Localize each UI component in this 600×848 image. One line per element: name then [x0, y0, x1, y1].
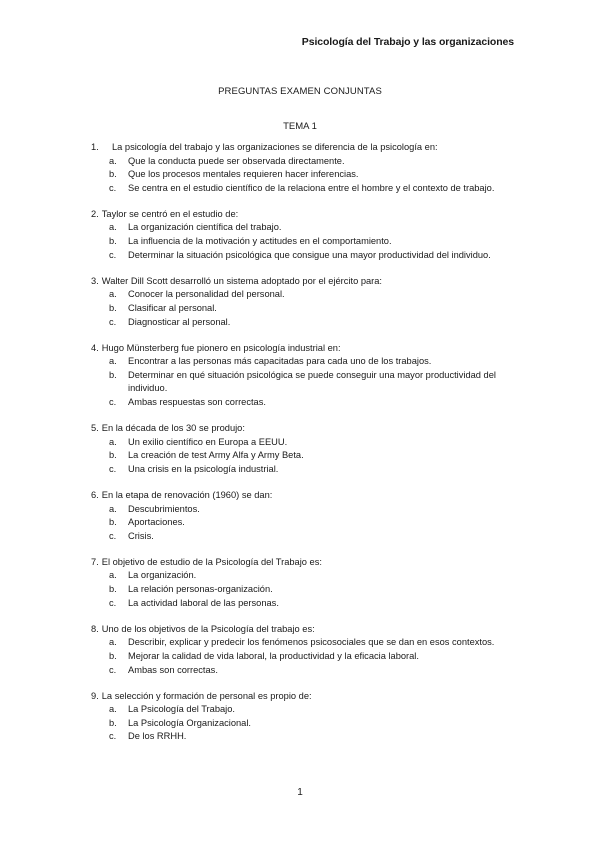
- document-title: PREGUNTAS EXAMEN CONJUNTAS: [218, 86, 382, 97]
- answer-option: [91, 569, 509, 583]
- option-letter: c.: [109, 397, 117, 407]
- question-number: 5.: [91, 423, 99, 434]
- option-letter: c.: [109, 182, 117, 193]
- option-letter: a.: [109, 503, 117, 514]
- option-text: Que la conducta puede ser observada directamente.: [128, 155, 345, 166]
- question-heading: [91, 342, 509, 356]
- option-text: La relación personas-organización.: [128, 584, 273, 595]
- answer-options: [91, 155, 509, 196]
- answer-option: [91, 449, 509, 463]
- answer-options: [91, 503, 509, 544]
- answer-option: [91, 730, 509, 744]
- option-letter: c.: [109, 664, 117, 675]
- option-text: Ambas son correctas.: [128, 664, 218, 675]
- answer-option: [91, 664, 509, 678]
- option-text: La organización científica del trabajo.: [128, 222, 282, 233]
- option-letter: c.: [109, 249, 117, 260]
- answer-option: [91, 369, 509, 396]
- answer-option: [91, 155, 509, 169]
- option-letter: a.: [109, 155, 117, 166]
- question-heading: [91, 690, 509, 704]
- question-text: La psicología del trabajo y las organizaciones se diferencia de la psicología en:: [112, 142, 438, 152]
- option-letter: b.: [109, 169, 117, 180]
- question-text: Hugo Münsterberg fue pionero en psicología industrial en:: [101, 342, 341, 353]
- answer-options: [91, 355, 509, 409]
- option-text: La actividad laboral de las personas.: [128, 597, 279, 608]
- option-letter: a.: [109, 704, 117, 715]
- answer-option: [91, 436, 509, 450]
- question-text: En la década de los 30 se produjo:: [101, 423, 245, 434]
- option-text: Descubrimientos.: [128, 503, 200, 514]
- option-text: Aportaciones.: [128, 517, 185, 528]
- option-text: Clasificar al personal.: [128, 302, 217, 313]
- answer-option: [91, 355, 509, 369]
- question-number: 2.: [91, 208, 99, 219]
- option-letter: b.: [109, 302, 117, 313]
- question-item: [91, 556, 509, 610]
- option-text: La creación de test Army Alfa y Army Beta.: [128, 450, 304, 461]
- option-text: Diagnosticar al personal.: [128, 316, 231, 327]
- question-item: [91, 208, 509, 262]
- answer-options: [91, 436, 509, 477]
- option-letter: a.: [109, 570, 117, 581]
- question-heading: [91, 275, 509, 289]
- option-letter: b.: [109, 650, 117, 661]
- option-text: Una crisis en la psicología industrial.: [128, 463, 279, 474]
- answer-option: [91, 249, 509, 263]
- question-item: [91, 623, 509, 677]
- option-letter: a.: [109, 222, 117, 233]
- option-text: Crisis.: [128, 530, 154, 541]
- option-text: La Psicología del Trabajo.: [128, 704, 235, 715]
- question-item: [91, 141, 509, 195]
- option-text: Encontrar a las personas más capacitadas para cada uno de los trabajos.: [128, 356, 432, 367]
- answer-option: [91, 221, 509, 235]
- option-letter: a.: [109, 637, 117, 648]
- option-text: Describir, explicar y predecir los fenómenos psicosociales que se dan en esos contextos.: [128, 637, 495, 648]
- option-letter: c.: [109, 463, 117, 474]
- question-number: 7.: [91, 556, 99, 567]
- question-heading: [91, 141, 509, 155]
- answer-option: [91, 583, 509, 597]
- question-item: [91, 690, 509, 744]
- option-text: La organización.: [128, 570, 197, 581]
- option-letter: a.: [109, 289, 117, 300]
- option-text: La influencia de la motivación y actitudes en el comportamiento.: [128, 236, 392, 247]
- question-item: [91, 275, 509, 329]
- answer-option: [91, 503, 509, 517]
- answer-options: [91, 703, 509, 744]
- topic-heading: TEMA 1: [283, 121, 317, 132]
- option-text: Se centra en el estudio científico de la relaciona entre el hombre y el contexto de trabajo.: [128, 182, 495, 193]
- option-letter: c.: [109, 530, 117, 541]
- option-letter: b.: [109, 236, 117, 247]
- question-text: La selección y formación de personal es propio de:: [101, 690, 312, 701]
- running-header: Psicología del Trabajo y las organizaciones: [301, 36, 514, 48]
- question-number: 8.: [91, 623, 99, 634]
- answer-options: [91, 569, 509, 610]
- option-letter: b.: [109, 517, 117, 528]
- option-text: La Psicología Organizacional.: [128, 717, 251, 728]
- answer-option: [91, 288, 509, 302]
- question-text: En la etapa de renovación (1960) se dan:: [101, 489, 273, 500]
- question-heading: [91, 208, 509, 222]
- option-letter: c.: [109, 597, 117, 608]
- answer-options: [91, 288, 509, 329]
- question-text: Walter Dill Scott desarrolló un sistema adoptado por el ejército para:: [101, 275, 383, 286]
- option-text: Mejorar la calidad de vida laboral, la productividad y la eficacia laboral.: [128, 650, 419, 661]
- option-letter: a.: [109, 356, 117, 367]
- option-letter: b.: [109, 369, 117, 380]
- option-text: Conocer la personalidad del personal.: [128, 289, 285, 300]
- answer-option: [91, 396, 509, 410]
- option-text: Ambas respuestas son correctas.: [128, 397, 266, 407]
- answer-option: [91, 530, 509, 544]
- option-letter: c.: [109, 316, 117, 327]
- answer-option: [91, 168, 509, 182]
- option-text: Un exilio científico en Europa a EEUU.: [128, 436, 288, 447]
- option-text: De los RRHH.: [128, 731, 187, 742]
- question-number: 3.: [91, 275, 99, 286]
- question-text: El objetivo de estudio de la Psicología del Trabajo es:: [101, 556, 322, 567]
- answer-option: [91, 703, 509, 717]
- option-text: Determinar la situación psicológica que consigue una mayor productividad del individuo.: [128, 249, 491, 260]
- option-letter: b.: [109, 717, 117, 728]
- answer-options: [91, 636, 509, 677]
- answer-option: [91, 235, 509, 249]
- question-heading: [91, 489, 509, 503]
- question-number: 1.: [91, 142, 99, 152]
- answer-option: [91, 182, 509, 196]
- question-text: Taylor se centró en el estudio de:: [101, 208, 239, 219]
- option-text: Que los procesos mentales requieren hacer inferencias.: [128, 169, 359, 180]
- question-text: Uno de los objetivos de la Psicología del trabajo es:: [101, 623, 315, 634]
- question-number: 6.: [91, 489, 99, 500]
- question-item: [91, 342, 509, 410]
- question-number: 4.: [91, 342, 99, 353]
- option-letter: b.: [109, 450, 117, 461]
- option-text: Determinar en qué situación psicológica se puede conseguir una mayor productividad del individuo.: [128, 369, 496, 394]
- page-number: 1: [297, 787, 303, 798]
- answer-options: [91, 221, 509, 262]
- answer-option: [91, 717, 509, 731]
- question-number: 9.: [91, 690, 99, 701]
- question-heading: [91, 422, 509, 436]
- question-heading: [91, 623, 509, 637]
- option-letter: b.: [109, 584, 117, 595]
- answer-option: [91, 463, 509, 477]
- question-item: [91, 422, 509, 476]
- answer-option: [91, 636, 509, 650]
- answer-option: [91, 302, 509, 316]
- answer-option: [91, 516, 509, 530]
- option-letter: a.: [109, 436, 117, 447]
- question-heading: [91, 556, 509, 570]
- answer-option: [91, 316, 509, 330]
- option-letter: c.: [109, 731, 117, 742]
- question-list: [91, 141, 509, 756]
- answer-option: [91, 597, 509, 611]
- question-item: [91, 489, 509, 543]
- answer-option: [91, 650, 509, 664]
